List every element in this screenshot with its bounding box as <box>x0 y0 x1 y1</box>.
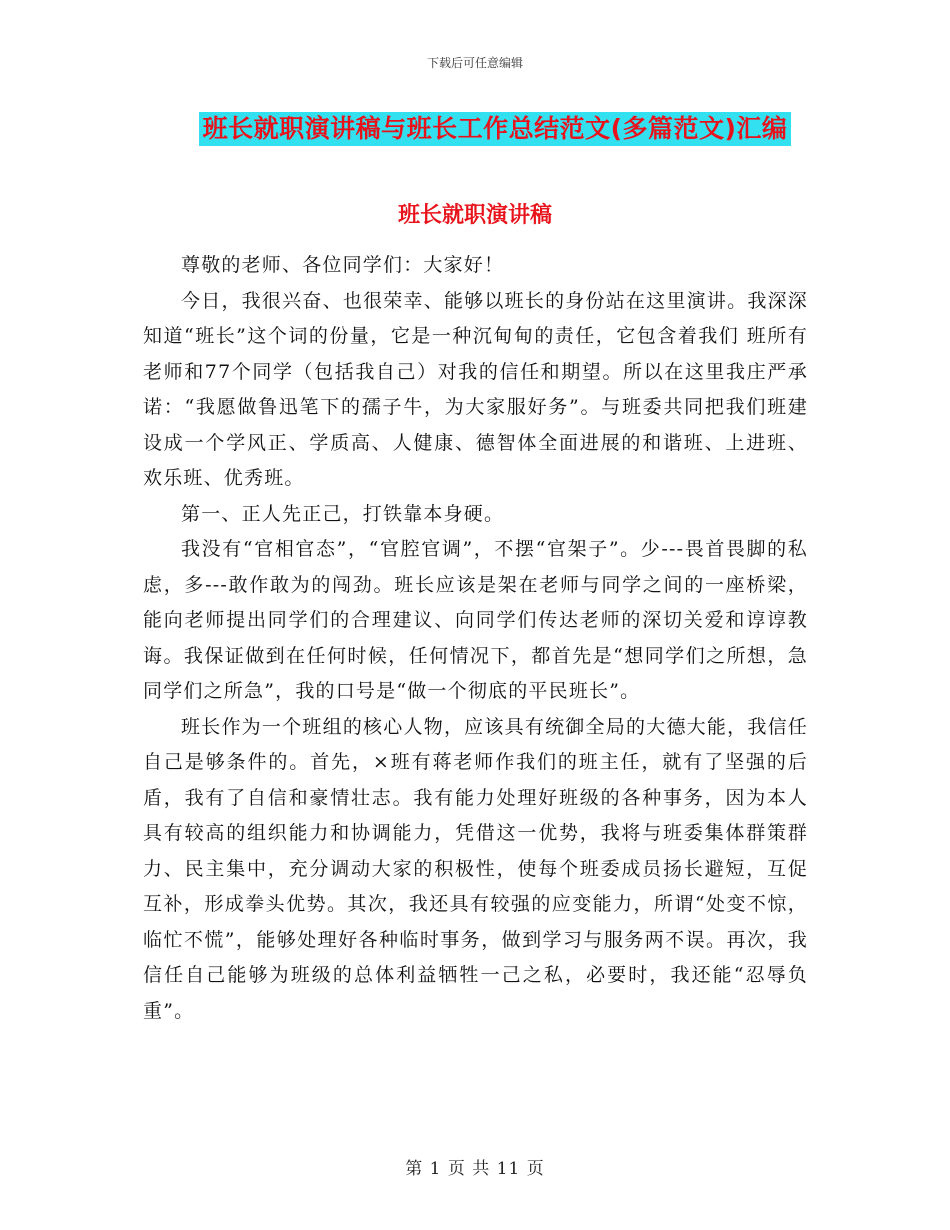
paragraph-ability: 班长作为一个班组的核心人物，应该具有统御全局的大德大能，我信任自己是够条件的。首先，×班有蒋老师作我们的班主任，就有了坚强的后盾，我有了自信和豪情壮志。我有能力处理好班级的各种事务，因为本人具有较高的组织能力和协调能力，凭借这一优势，我将与班委集体群策群力、民主集中，充分调动大家的积极性，使每个班委成员扬长避短，互促互补，形成拳头优势。其次，我还具有较强的应变能力，所谓“处变不惊，临忙不慌”，能够处理好各种临时事务，做到学习与服务两不误。再次，我信任自己能够为班级的总体利益牺牲一己之私，必要时，我还能“忍辱负重”。 <box>143 715 808 1022</box>
document-body <box>143 248 808 1029</box>
page-footer-page-number: 第 1 页 共 11 页 <box>405 1159 545 1179</box>
document-main-title: 班长就职演讲稿与班长工作总结范文(多篇范文)汇编 <box>199 112 792 146</box>
paragraph-point-one: 第一、正人先正己，打铁靠本身硬。 <box>181 502 505 525</box>
paragraph-intro: 今日，我很兴奋、也很荣幸、能够以班长的身份站在这里演讲。我深深知道“班长”这个词的份量，它是一种沉甸甸的责任，它包含着我们 班所有老师和77个同学（包括我自己）对我的信任和期望。所以在这里我庄严承诺：“我愿做鲁迅笔下的孺子牛，为大家服好务”。与班委共同把我们班建设成一个学风正、学质高、人健康、德智体全面进展的和谐班、上进班、欢乐班、优秀班。 <box>143 289 808 489</box>
section-title: 班长就职演讲稿 <box>397 203 552 228</box>
main-title-container <box>0 112 950 146</box>
paragraph-greeting: 尊敬的老师、各位同学们：大家好！ <box>181 254 505 276</box>
page-header-note: 下载后可任意编辑 <box>426 56 523 70</box>
paragraph-attitude: 我没有“官相官态”，“官腔官调”，不摆“官架子”。少---畏首畏脚的私虑，多---敢作敢为的闯劲。班长应该是架在老师与同学之间的一座桥梁，能向老师提出同学们的合理建议、向同学们传达老师的深切关爱和谆谆教诲。我保证做到在任何时候，任何情况下，都首先是“想同学们之所想，急同学们之所急”，我的口号是“做一个彻底的平民班长”。 <box>143 538 808 702</box>
